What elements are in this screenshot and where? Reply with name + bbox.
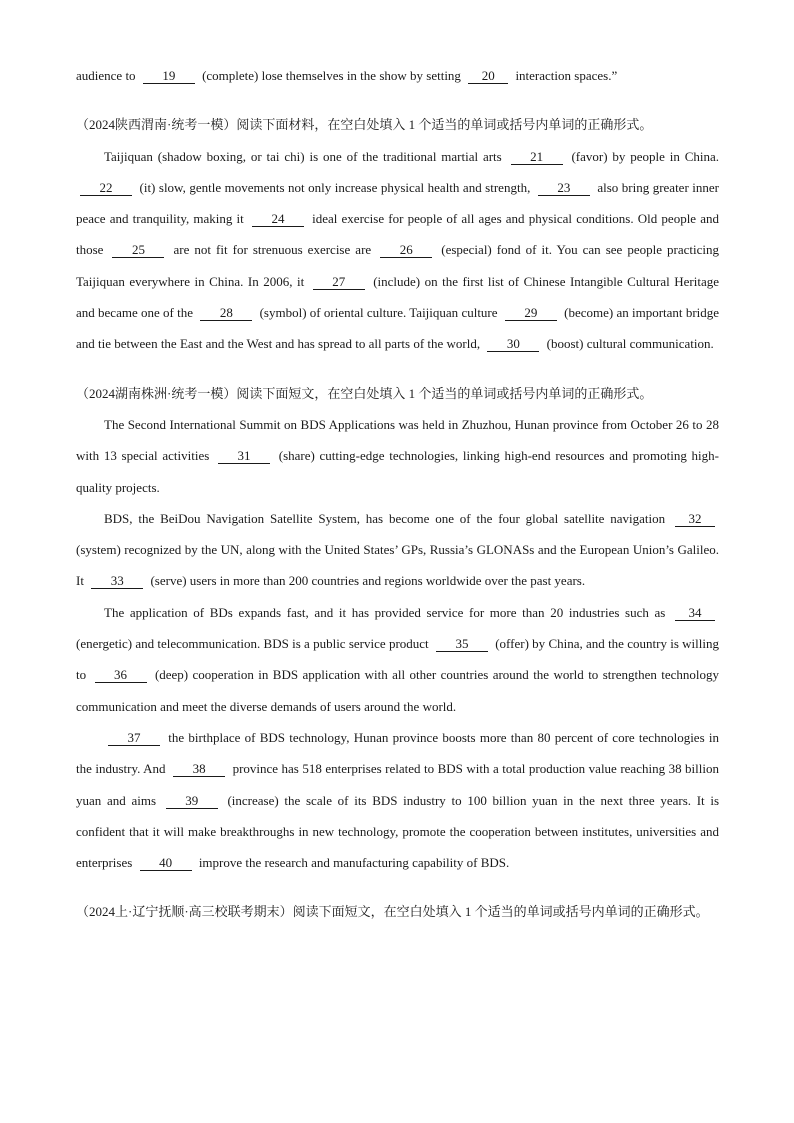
- text-run: (deep) cooperation in BDS application with all other countries around the world to strengthen technology communication and meet the diverse demands of users around the world.: [76, 667, 720, 714]
- blank-26[interactable]: 26: [380, 243, 432, 258]
- text-run: (especial) fond of it. You can see people practicing Taijiquan everywhere in China. In 2006, it: [76, 242, 719, 289]
- blank-37[interactable]: 37: [108, 731, 160, 746]
- blank-19[interactable]: 19: [143, 69, 195, 84]
- text-run: also bring greater inner peace and tranquility, making it: [76, 179, 719, 227]
- blank-22[interactable]: 22: [80, 181, 132, 196]
- blank-29[interactable]: 29: [505, 306, 557, 321]
- blank-36[interactable]: 36: [95, 668, 147, 683]
- text-run: (favor) by people in China.: [571, 148, 720, 164]
- text-run: interaction spaces.”: [515, 68, 618, 83]
- blank-28[interactable]: 28: [200, 306, 252, 321]
- passage-1-body: [76, 141, 719, 360]
- text-run: (increase) the scale of its BDS industry to 100 billion yuan in the next three years. It is confident that it will make breakthroughs in new technology, promote the cooperation between institutes, universities and enterprises: [76, 792, 720, 871]
- text-run: (complete) lose themselves in the show by setting: [202, 68, 461, 83]
- blank-35[interactable]: 35: [436, 637, 488, 652]
- text-run: are not fit for strenuous exercise are: [173, 242, 372, 258]
- blank-31[interactable]: 31: [218, 449, 270, 464]
- text-run: (include) on the first list of Chinese Intangible Cultural Heritage and became one of the: [76, 273, 719, 321]
- text-run: (energetic) and telecommunication. BDS is a public service product: [76, 636, 429, 652]
- passage-2-paragraph-1: [76, 409, 719, 503]
- blank-24[interactable]: 24: [252, 212, 304, 227]
- blank-20[interactable]: 20: [468, 69, 508, 84]
- text-run: (offer) by China, and the country is willing to: [76, 636, 719, 683]
- text-run: (boost) cultural communication.: [546, 336, 714, 352]
- blank-23[interactable]: 23: [538, 181, 590, 196]
- text-run: The Second International Summit on BDS Applications was held in Zhuzhou, Hunan province from October 26 to 28 with 13 special activities: [76, 416, 719, 464]
- passage-2-paragraph-2: [76, 503, 719, 597]
- text-run: (system) recognized by the UN, along with the United States’ GPs, Russia’s GLONASs and the European Union’s Galileo. It: [76, 542, 719, 589]
- blank-34[interactable]: 34: [675, 606, 715, 621]
- text-run: province has 518 enterprises related to BDS with a total production value reaching 38 billion yuan and aims: [76, 761, 720, 808]
- text-run: audience to: [76, 68, 136, 83]
- blank-40[interactable]: 40: [140, 856, 192, 871]
- text-run: (symbol) of oriental culture. Taijiquan culture: [259, 305, 498, 321]
- blank-32[interactable]: 32: [675, 512, 715, 527]
- passage-2-paragraph-4: [76, 722, 719, 878]
- passage-2-paragraph-3: [76, 597, 719, 722]
- blank-27[interactable]: 27: [313, 275, 365, 290]
- text-run: ideal exercise for people of all ages and physical conditions. Old people and those: [76, 211, 720, 258]
- text-run: (become) an important bridge and tie between the East and the West and has spread to all parts of the world,: [76, 305, 720, 352]
- passage-1-header: （2024陕西渭南·统考一模）阅读下面材料，在空白处填入 1 个适当的单词或括号内单词的正确形式。: [76, 117, 653, 133]
- text-run: (share) cutting-edge technologies, linking high-end resources and promoting high-quality projects.: [76, 448, 719, 495]
- blank-38[interactable]: 38: [173, 762, 225, 777]
- blank-33[interactable]: 33: [91, 574, 143, 589]
- blank-30[interactable]: 30: [487, 337, 539, 352]
- text-run: BDS, the BeiDou Navigation Satellite System, has become one of the four global satellite navigation: [104, 510, 666, 526]
- text-run: the birthplace of BDS technology, Hunan province boosts more than 80 percent of core technologies in the industry. And: [76, 729, 720, 777]
- text-run: (it) slow, gentle movements not only increase physical health and strength,: [139, 179, 531, 195]
- text-run: (serve) users in more than 200 countries and regions worldwide over the past years.: [150, 573, 586, 589]
- blank-21[interactable]: 21: [511, 150, 563, 165]
- document-page: [76, 60, 719, 928]
- passage-3-header: （2024上·辽宁抚顺·高三校联考期末）阅读下面短文，在空白处填入 1 个适当的单词或括号内单词的正确形式。: [76, 904, 709, 920]
- continued-passage-line: [76, 60, 719, 91]
- blank-25[interactable]: 25: [112, 243, 164, 258]
- passage-2-header: （2024湖南株洲·统考一模）阅读下面短文，在空白处填入 1 个适当的单词或括号内单词的正确形式。: [76, 385, 653, 401]
- text-run: Taijiquan (shadow boxing, or tai chi) is one of the traditional martial arts: [104, 148, 502, 164]
- text-run: The application of BDs expands fast, and it has provided service for more than 20 industries such as: [104, 604, 666, 620]
- text-run: improve the research and manufacturing capability of BDS.: [198, 855, 510, 871]
- blank-39[interactable]: 39: [166, 794, 218, 809]
